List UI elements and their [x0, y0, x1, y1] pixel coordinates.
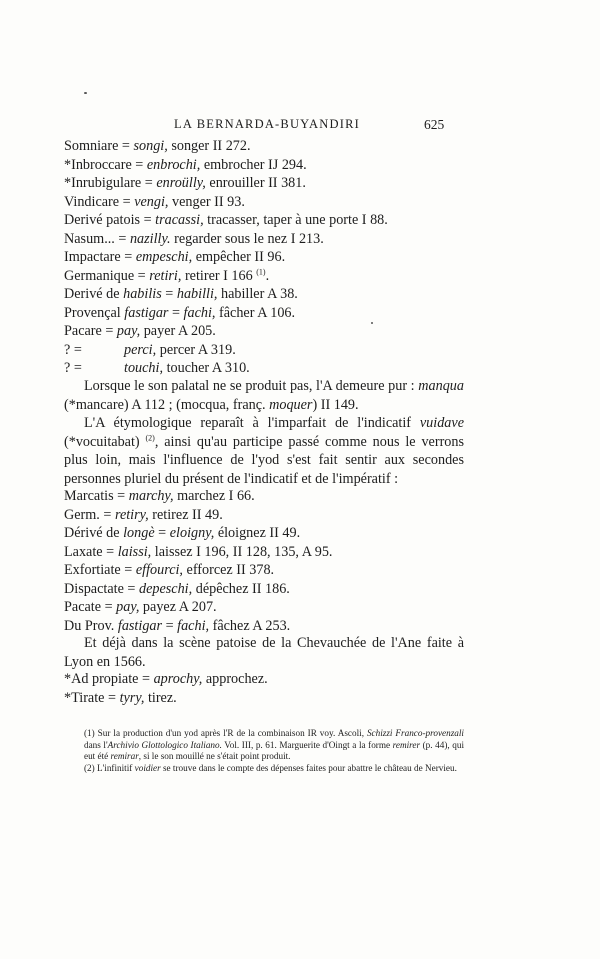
list-item: Nasum... = nazilly. regarder sous le nez I 213.: [64, 230, 324, 247]
list-item: Provençal fastigar = fachi, fâcher A 106.: [64, 304, 296, 321]
word-list-2: [64, 487, 464, 635]
footnote: (2) L'infinitif voidier se trouve dans le compte des dépenses faites pour abattre le château de Nervieu.: [84, 762, 457, 773]
list-item: *Inbroccare = enbrochi, embrocher IJ 294.: [64, 156, 307, 173]
list-item: Germ. = retiry, retirez II 49.: [64, 506, 223, 523]
list-item: *Ad propiate = aprochy, approchez.: [64, 671, 268, 687]
list-item: *Tirate = tyry, tirez.: [64, 689, 177, 706]
ink-speck: [84, 92, 87, 94]
list-item: Germanique = retiri, retirer I 166 $^{(1)}$.: [64, 266, 270, 284]
list-item: *Inrubigulare = enroülly, enrouiller II 381.: [64, 175, 306, 191]
running-title: LA BERNARDA-BUYANDIRI: [174, 117, 360, 131]
list-item: Du Prov. fastigar = fachi, fâchez A 253.: [64, 617, 291, 634]
word-list-1: [64, 137, 464, 378]
footnote: (1) Sur la production d'un yod après l'R de la combinaison IR voy. Ascoli, Schizzi Franco-provenzali dans l'Archivio Glottologico Italiano. Vol. III, p. 61. Marguerite d'Oingt a la forme remirer (p. 44), qui eut été remirar, si le son mouillé ne s'était point produit.: [84, 728, 464, 762]
list-item: Somniare = songi, songer II 272.: [64, 138, 251, 154]
list-item: Dispactate = depeschi, dépêchez II 186.: [64, 580, 290, 597]
list-item: Exfortiate = effourci, efforcez II 378.: [64, 562, 275, 578]
word-list-3: [64, 670, 464, 707]
list-item: Pacare = pay, payer A 205.: [64, 323, 216, 339]
list-item: Impactare = empeschi, empêcher II 96.: [64, 249, 286, 265]
list-item: Derivé de habilis = habilli, habiller A 38.: [64, 286, 298, 302]
paragraph: Lorsque le son palatal ne se produit pas, l'A demeure pur : manqua (*mancare) A 112 ; (mocqua, franç. moquer) II 149.: [64, 378, 464, 413]
list-item: Vindicare = vengi, venger II 93.: [64, 193, 245, 210]
list-item: Marcatis = marchy, marchez I 66.: [64, 488, 255, 504]
list-item: Dérivé de longè = eloigny, éloignez II 49.: [64, 525, 301, 541]
list-item: Laxate = laissi, laissez I 196, II 128, 135, A 95.: [64, 543, 333, 560]
list-item: ? = perci, percer A 319.: [64, 341, 236, 358]
footnotes: [64, 728, 464, 774]
list-item: ? = touchi, toucher A 310.: [64, 360, 250, 376]
paragraph: L'A étymologique reparaît à l'imparfait de l'indicatif vuidave (*vocuitabat) $^{(2)}$, ainsi qu'au participe passé comme nous le verrons plus loin, mais l'influence de l'yod s'est fait sentir aux secondes personnes pluriel du présent de l'indicatif et de l'impératif :: [64, 415, 465, 487]
paragraph: Et déjà dans la scène patoise de la Chevauchée de l'Ane faite à Lyon en 1566.: [64, 635, 464, 670]
list-item: Derivé patois = tracassi, tracasser, taper à une porte I 88.: [64, 212, 388, 228]
list-item: Pacate = pay, payez A 207.: [64, 599, 217, 615]
footnote-ref: (2): [145, 432, 155, 442]
page-number: 625: [424, 117, 445, 132]
footnote-ref: (1): [256, 266, 266, 276]
